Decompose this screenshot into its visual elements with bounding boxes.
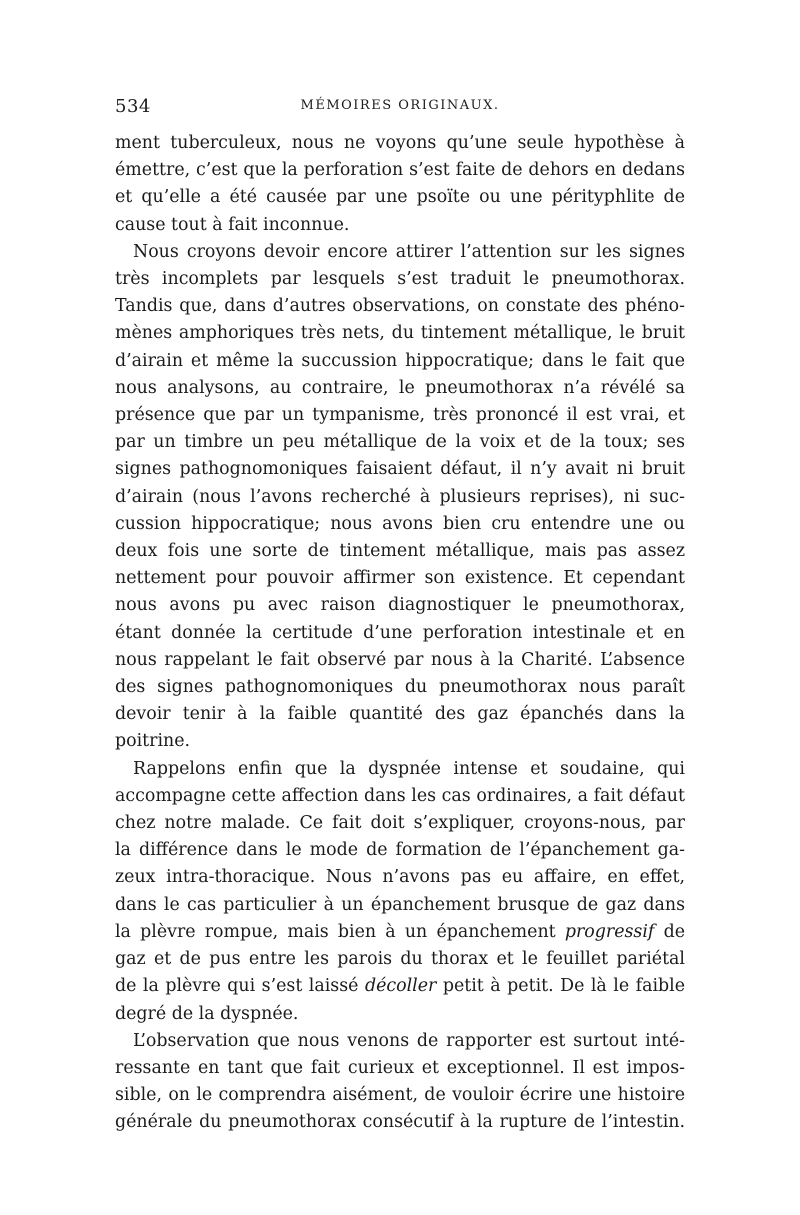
text-line: d’airain (nous l’avons recherché à plusieurs reprises), ni suc- <box>115 486 685 507</box>
text-line: nous rappelant le fait observé par nous à la Charité. L’absence <box>115 649 685 670</box>
text-segment: la plèvre rompue, mais bien à un épanchement <box>115 921 565 942</box>
text-line: nettement pour pouvoir affirmer son existence. Et cependant <box>115 568 685 589</box>
running-title: MÉMOIRES ORIGINAUX. <box>300 98 500 113</box>
emphasized-word: décoller <box>364 976 437 997</box>
text-line: signes pathognomoniques faisaient défaut, il n’y avait ni bruit <box>115 459 685 480</box>
page-number: 534 <box>115 96 151 117</box>
text-line: devoir tenir à la faible quantité des gaz épanchés dans la <box>115 704 685 725</box>
text-line: Tandis que, dans d’autres observations, on constate des phéno- <box>115 296 685 317</box>
text-line: mènes amphoriques très nets, du tintement métallique, le bruit <box>115 323 685 344</box>
text-line: d’airain et même la succussion hippocratique; dans le fait que <box>115 350 685 371</box>
text-line: cause tout à fait inconnue. <box>115 214 350 235</box>
text-segment: petit à petit. De là le faible <box>436 976 686 997</box>
page-header <box>115 96 685 118</box>
text-line: deux fois une sorte de tintement métallique, mais pas assez <box>115 541 685 562</box>
text-segment: de la plèvre qui s’est laissé <box>115 976 365 997</box>
text-line: L’observation que nous venons de rapporter est surtout inté- <box>133 1030 685 1051</box>
text-line: étant donnée la certitude d’une perforation intestinale et en <box>115 622 685 643</box>
text-line: sible, on le comprendra aisément, de vouloir écrire une histoire <box>115 1085 685 1106</box>
book-page <box>115 96 685 1137</box>
text-segment: de <box>654 921 685 942</box>
text-line: poitrine. <box>115 731 191 752</box>
text-line: présence que par un tympanisme, très prononcé il est vrai, et <box>115 405 685 426</box>
text-line <box>115 973 685 1000</box>
text-line: ressante en tant que fait curieux et exceptionnel. Il est impos- <box>115 1057 685 1078</box>
text-line: Rappelons enfin que la dyspnée intense et soudaine, qui <box>133 758 685 779</box>
text-line: la différence dans le mode de formation de l’épanchement ga- <box>115 840 685 861</box>
text-line: très incomplets par lesquels s’est traduit le pneumothorax. <box>115 269 685 290</box>
text-line: accompagne cette affection dans les cas ordinaires, a fait défaut <box>115 785 685 806</box>
text-line: zeux intra-thoracique. Nous n’avons pas eu affaire, en effet, <box>115 867 685 888</box>
text-line: gaz et de pus entre les parois du thorax et le feuillet pariétal <box>115 949 685 970</box>
text-line: par un timbre un peu métallique de la voix et de la toux; ses <box>115 432 685 453</box>
text-line: nous analysons, au contraire, le pneumothorax n’a révélé sa <box>115 377 685 398</box>
text-line: nous avons pu avec raison diagnostiquer le pneumothorax, <box>115 595 685 616</box>
text-line: Nous croyons devoir encore attirer l’attention sur les signes <box>133 241 685 262</box>
text-line: ment tuberculeux, nous ne voyons qu’une seule hypothèse à <box>115 133 685 153</box>
text-line: dans le cas particulier à un épanchement brusque de gaz dans <box>115 894 685 915</box>
text-line: degré de la dyspnée. <box>115 1003 299 1024</box>
text-line: des signes pathognomoniques du pneumothorax nous paraît <box>115 677 685 698</box>
body-text <box>115 130 685 1137</box>
text-line: chez notre malade. Ce fait doit s’expliquer, croyons-nous, par <box>115 813 685 834</box>
text-line <box>115 919 685 946</box>
text-line: émettre, c’est que la perforation s’est faite de dehors en dedans <box>115 160 685 181</box>
text-line: générale du pneumothorax consécutif à la rupture de l’intestin. <box>115 1112 685 1133</box>
text-line: et qu’elle a été causée par une psoïte ou une pérityphlite de <box>115 187 685 208</box>
emphasized-word: progressif <box>564 921 655 942</box>
text-line: cussion hippocratique; nous avons bien cru entendre une ou <box>115 513 685 534</box>
